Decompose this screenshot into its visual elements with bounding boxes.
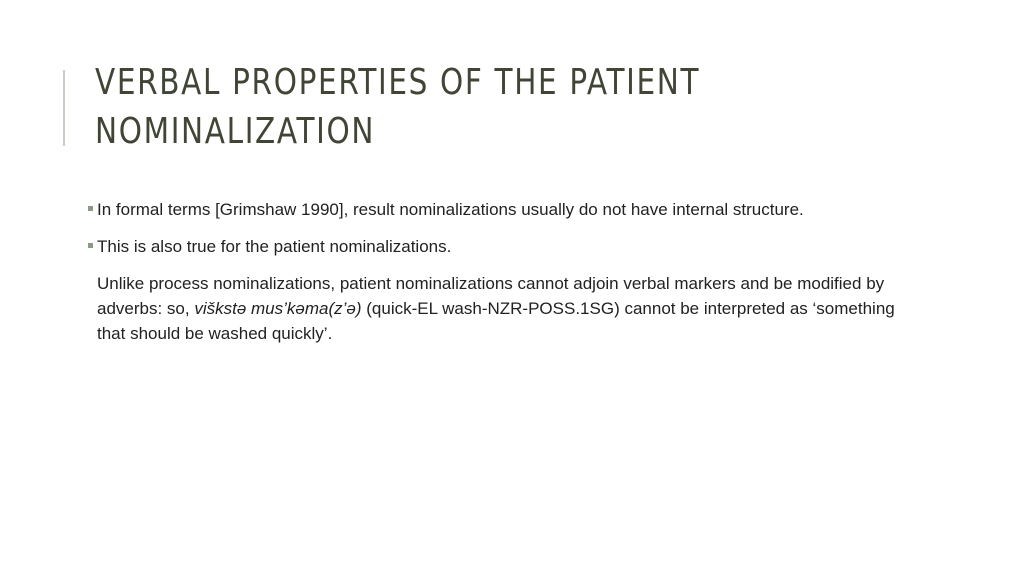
slide-title-line-2: NOMINALIZATION: [95, 111, 376, 152]
slide-body: [88, 197, 898, 346]
explanation-paragraph: [88, 271, 898, 346]
title-accent-bar: [63, 70, 65, 146]
paragraph-text-before: Unlike process nominalizations, patient nominalizations cannot adjoin verbal markers and be modified by adverbs: so,: [97, 274, 885, 318]
slide-title-line-1: VERBAL PROPERTIES OF THE PATIENT: [95, 62, 701, 103]
bullet-text: This is also true for the patient nominalizations.: [97, 237, 452, 256]
example-word: viškstə mus’kəma(z’ə): [194, 299, 362, 318]
bullet-item: [88, 234, 898, 259]
square-bullet-icon: [88, 206, 93, 211]
slide-title: [95, 58, 817, 156]
paragraph-text-after: (quick-EL wash-NZR-POSS.1SG) cannot be interpreted as ‘something that should be washed quickly’.: [97, 299, 895, 343]
bullet-item: [88, 197, 898, 222]
bullet-text: In formal terms [Grimshaw 1990], result nominalizations usually do not have internal structure.: [97, 200, 804, 219]
square-bullet-icon: [88, 243, 93, 248]
